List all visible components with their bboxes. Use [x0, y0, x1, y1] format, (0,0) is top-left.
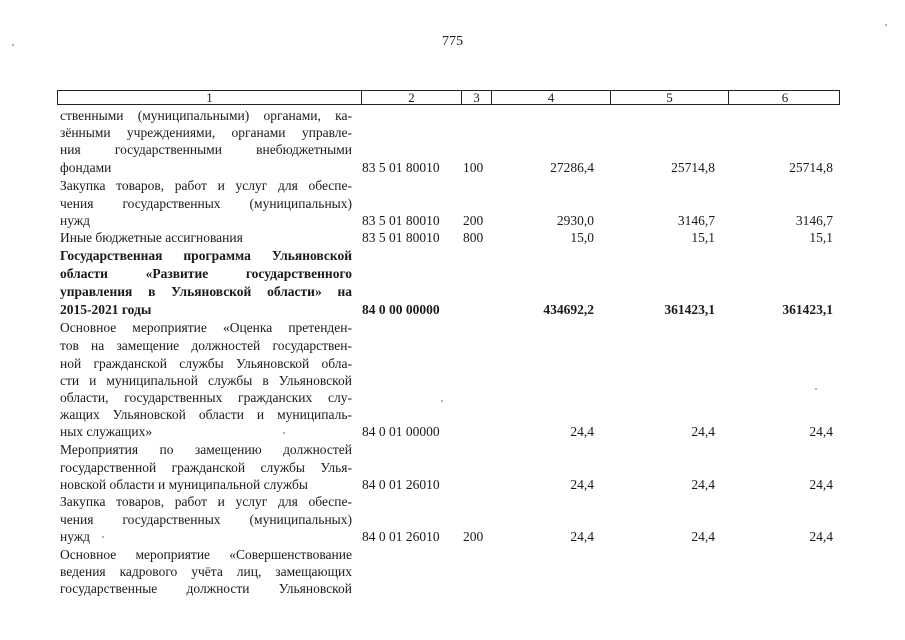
text-line: Основное мероприятие «Совершенствование — [60, 547, 352, 562]
header-col-3: 3 — [461, 91, 491, 104]
text-line: чения государственных (муниципальных) — [60, 196, 352, 211]
text-line: Государственная программа Ульяновской — [60, 248, 352, 263]
text-line: области «Развитие государственного — [60, 266, 352, 281]
text-line: Мероприятия по замещению должностей — [60, 442, 352, 457]
table-header — [57, 90, 840, 105]
cell-col6: 25714,8 — [789, 160, 833, 175]
scan-speck — [885, 24, 887, 26]
cell-col6: 3146,7 — [795, 213, 833, 228]
cell-col4: 24,4 — [570, 477, 594, 492]
cell-code: 83 5 01 80010 — [362, 160, 440, 175]
cell-col5: 24,4 — [691, 529, 715, 544]
header-col-1: 1 — [206, 90, 213, 105]
text-line: Закупка товаров, работ и услуг для обеспе- — [60, 178, 352, 193]
text-line: Основное мероприятие «Оценка претенден- — [60, 320, 352, 335]
cell-col4: 15,0 — [570, 230, 594, 245]
scan-speck — [441, 400, 443, 402]
page-number: 775 — [442, 34, 463, 49]
text-line: фондами — [60, 160, 112, 175]
cell-col6: 15,1 — [809, 230, 833, 245]
cell-col6: 24,4 — [809, 424, 833, 439]
cell-col6: 361423,1 — [782, 302, 833, 317]
text-line: нужд — [60, 213, 90, 228]
cell-col5: 24,4 — [691, 477, 715, 492]
text-line: зёнными учреждениями, органами управле- — [60, 125, 352, 140]
cell-code: 83 5 01 80010 — [362, 213, 440, 228]
cell-code: 84 0 01 00000 — [362, 424, 440, 439]
text-line: ведения кадрового учёта лиц, замещающих — [60, 564, 352, 579]
header-col-2: 2 — [361, 91, 461, 104]
cell-vr: 200 — [463, 213, 484, 228]
cell-col4: 2930,0 — [556, 213, 594, 228]
text-line: государственные должности Ульяновской — [60, 581, 352, 596]
cell-col5: 3146,7 — [677, 213, 715, 228]
header-col-4: 4 — [491, 91, 610, 104]
text-line: нужд — [60, 529, 90, 544]
cell-col6: 24,4 — [809, 529, 833, 544]
cell-code: 84 0 00 00000 — [362, 302, 440, 317]
text-line: новской области и муниципальной службы — [60, 477, 308, 492]
text-line: ния государственными внебюджетными — [60, 142, 352, 157]
text-line: ственными (муниципальными) органами, ка- — [60, 108, 352, 123]
text-line: чения государственных (муниципальных) — [60, 512, 352, 527]
header-col-5: 5 — [610, 91, 728, 104]
text-line: жащих Ульяновской области и муниципаль- — [60, 407, 352, 422]
cell-col5: 361423,1 — [664, 302, 715, 317]
text-line: управления в Ульяновской области» на — [60, 284, 352, 299]
cell-code: 83 5 01 80010 — [362, 230, 440, 245]
cell-col5: 24,4 — [691, 424, 715, 439]
cell-vr: 100 — [463, 160, 484, 175]
text-line: Иные бюджетные ассигнования — [60, 230, 243, 245]
scan-speck — [102, 536, 104, 538]
cell-col6: 24,4 — [809, 477, 833, 492]
text-line: сти и муниципальной службы в Ульяновской — [60, 373, 352, 388]
text-line: Закупка товаров, работ и услуг для обеспе- — [60, 494, 352, 509]
scan-speck — [283, 432, 285, 434]
cell-col4: 24,4 — [570, 424, 594, 439]
scan-speck — [12, 44, 14, 46]
cell-code: 84 0 01 26010 — [362, 529, 440, 544]
text-line: ных служащих» — [60, 424, 153, 439]
text-line: ной гражданской службы Ульяновской обла- — [60, 356, 352, 371]
header-col-6: 6 — [728, 91, 841, 104]
cell-col5: 25714,8 — [671, 160, 715, 175]
cell-col4: 24,4 — [570, 529, 594, 544]
text-line: 2015-2021 годы — [60, 302, 152, 317]
cell-vr: 200 — [463, 529, 484, 544]
cell-col4: 434692,2 — [543, 302, 594, 317]
cell-code: 84 0 01 26010 — [362, 477, 440, 492]
cell-col4: 27286,4 — [550, 160, 594, 175]
cell-vr: 800 — [463, 230, 484, 245]
scan-speck — [815, 388, 817, 390]
text-line: области, государственных гражданских слу- — [60, 390, 352, 405]
text-line: государственной гражданской службы Улья- — [60, 460, 352, 475]
cell-col5: 15,1 — [691, 230, 715, 245]
text-line: тов на замещение должностей государствен- — [60, 338, 352, 353]
